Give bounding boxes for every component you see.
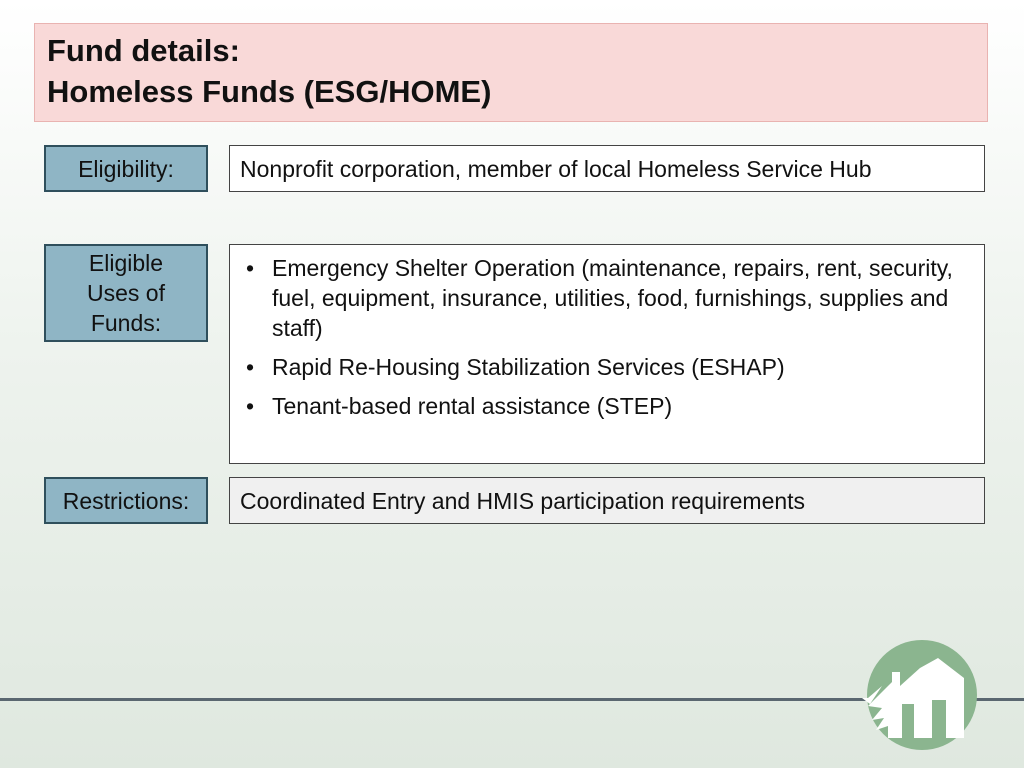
uses-label-line-3: Funds:: [90, 310, 162, 336]
eligibility-text: Nonprofit corporation, member of local Homeless Service Hub: [240, 156, 872, 182]
restrictions-label-box: [44, 477, 208, 524]
list-item: • Emergency Shelter Operation (maintenance, repairs, rent, security, fuel, equipment, insurance, utilities, food, furnishings, supplies and staff): [240, 253, 974, 343]
eligibility-label-box: [44, 145, 208, 192]
restrictions-content-box: [229, 477, 985, 524]
uses-list: [230, 245, 984, 421]
uses-label-box: [44, 244, 208, 342]
uses-label-line-1: Eligible: [88, 250, 164, 276]
uses-label-line-2: Uses of: [87, 280, 165, 306]
house-tree-logo-icon: [862, 638, 982, 758]
uses-content-box: [229, 244, 985, 464]
list-item: • Tenant-based rental assistance (STEP): [240, 391, 974, 421]
page-title-line-2: Homeless Funds (ESG/HOME): [47, 74, 492, 109]
eligibility-label: Eligibility:: [78, 155, 174, 182]
restrictions-label: Restrictions:: [62, 487, 190, 514]
list-item: • Rapid Re-Housing Stabilization Services (ESHAP): [240, 352, 974, 382]
title-banner: [34, 23, 988, 122]
restrictions-text: Coordinated Entry and HMIS participation requirements: [240, 488, 806, 514]
page-title-line-1: Fund details:: [47, 33, 240, 68]
eligibility-content-box: [229, 145, 985, 192]
